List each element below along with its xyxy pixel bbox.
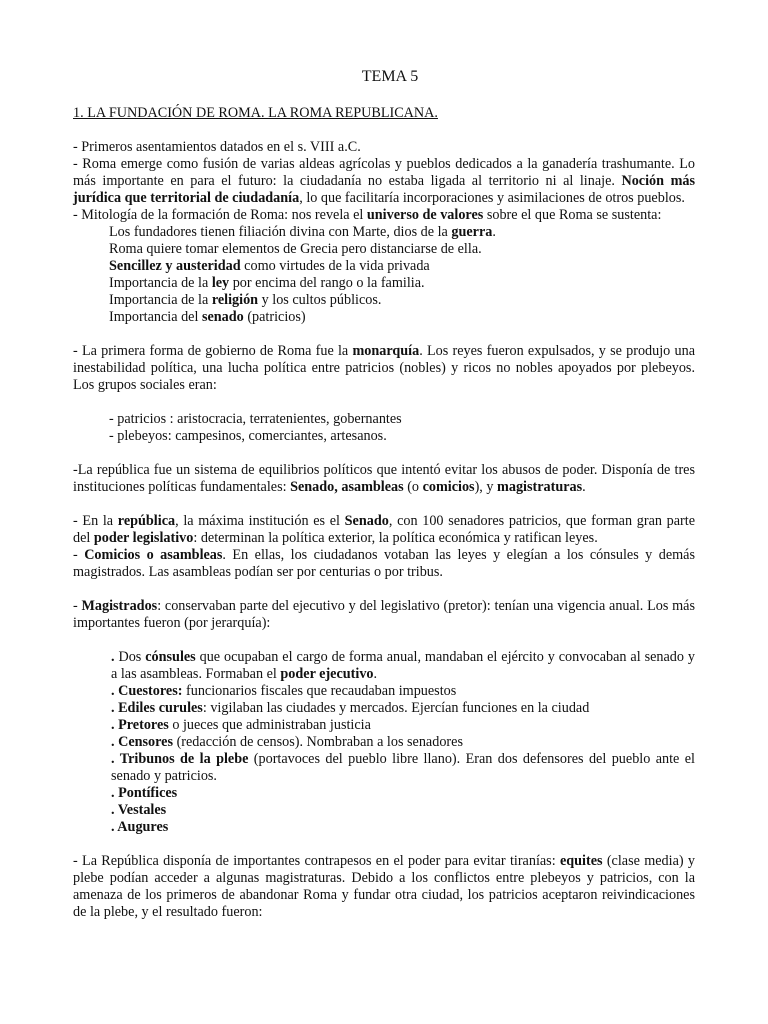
list-item: . Censores (redacción de censos). Nombraban a los senadores bbox=[111, 734, 463, 750]
magistrates-list bbox=[73, 649, 695, 836]
list-item: Importancia de la religión y los cultos públicos. bbox=[109, 292, 382, 308]
paragraph-senate: - En la república, la máxima institución es el Senado, con 100 senadores patricios, que forman gran parte del poder legislativo: determinan la política exterior, la política económica y ratifican leyes. bbox=[73, 513, 695, 546]
list-item: . Pretores o jueces que administraban justicia bbox=[111, 717, 371, 733]
list-item: Importancia del senado (patricios) bbox=[109, 309, 306, 325]
list-item: Roma quiere tomar elementos de Grecia pero distanciarse de ella. bbox=[109, 241, 482, 257]
paragraph-monarchy: - La primera forma de gobierno de Roma fue la monarquía. Los reyes fueron expulsados, y se produjo una inestabilidad política, una lucha política entre patricios (nobles) y ricos no nobles apoyados por plebeyos. Los grupos sociales eran: bbox=[73, 343, 695, 393]
list-item: . Pontífices bbox=[111, 785, 178, 801]
list-item: . Vestales bbox=[111, 802, 167, 818]
values-list bbox=[73, 224, 695, 326]
list-item: . Tribunos de la plebe (portavoces del pueblo libre llano). Eran dos defensores del pueblo ante el senado y patricios. bbox=[111, 751, 695, 784]
list-item: . Augures bbox=[111, 819, 169, 835]
paragraph-magistrates: - Magistrados: conservaban parte del ejecutivo y del legislativo (pretor): tenían una vigencia anual. Los más importantes fueron (por jerarquía): bbox=[73, 598, 695, 631]
list-item: . Dos cónsules que ocupaban el cargo de forma anual, mandaban el ejército y convocaban al senado y a las asambleas. Formaban el poder ejecutivo. bbox=[111, 649, 695, 682]
list-item: Importancia de la ley por encima del rango o la familia. bbox=[109, 275, 425, 291]
paragraph-counterweights: - La República disponía de importantes contrapesos en el poder para evitar tiranías: equites (clase media) y plebe podían acceder a algunas magistraturas. Debido a los conflictos entre plebeyos y patricios, con la amenaza de los primeros de abandonar Roma y fundar otra ciudad, los patricios aceptaron reivindicaciones de la plebe, y el resultado fueron: bbox=[73, 853, 695, 920]
list-item: Los fundadores tienen filiación divina con Marte, dios de la guerra. bbox=[109, 224, 496, 240]
paragraph-assemblies: - Comicios o asambleas. En ellas, los ciudadanos votaban las leyes y elegían a los cónsules y demás magistrados. Las asambleas podían ser por centurias o por tribus. bbox=[73, 547, 695, 580]
paragraph-emergence: - Roma emerge como fusión de varias aldeas agrícolas y pueblos dedicados a la ganadería trashumante. Lo más importante en para el futuro: la ciudadanía no estaba ligada al territorio ni al linaje. Noción más jurídica que territorial de ciudadanía, lo que facilitaría incorporaciones y asimilaciones de otros pueblos. bbox=[73, 156, 695, 206]
paragraph-republic: -La república fue un sistema de equilibrios políticos que intentó evitar los abusos de poder. Disponía de tres instituciones políticas fundamentales: Senado, asambleas (o comicios), y magistraturas. bbox=[73, 462, 695, 495]
page-title: TEMA 5 bbox=[361, 68, 419, 85]
social-groups-list bbox=[73, 411, 695, 445]
list-item: . Ediles curules: vigilaban las ciudades y mercados. Ejercían funciones en la ciudad bbox=[111, 700, 590, 716]
list-item: . Cuestores: funcionarios fiscales que recaudaban impuestos bbox=[111, 683, 457, 699]
section-heading: 1. LA FUNDACIÓN DE ROMA. LA ROMA REPUBLICANA. bbox=[73, 105, 438, 121]
list-item: Sencillez y austeridad como virtudes de la vida privada bbox=[109, 258, 430, 274]
list-item: - patricios : aristocracia, terratenientes, gobernantes bbox=[109, 411, 402, 427]
list-item: - plebeyos: campesinos, comerciantes, artesanos. bbox=[109, 428, 387, 444]
paragraph-mythology: - Mitología de la formación de Roma: nos revela el universo de valores sobre el que Roma se sustenta: bbox=[73, 207, 662, 223]
paragraph-settlements: - Primeros asentamientos datados en el s. VIII a.C. bbox=[73, 139, 361, 155]
